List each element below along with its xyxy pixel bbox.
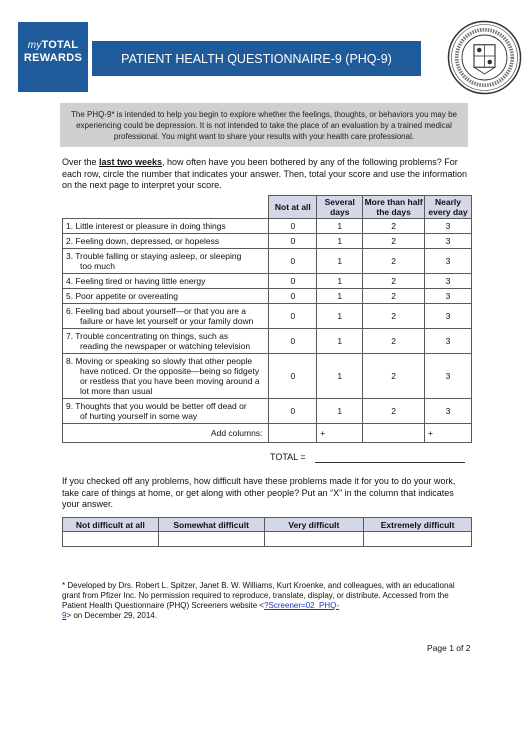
score-option[interactable]: 0 xyxy=(269,249,317,274)
difficulty-table xyxy=(62,517,472,547)
score-option[interactable]: 1 xyxy=(317,304,363,329)
score-option[interactable]: 0 xyxy=(269,219,317,234)
page-title: PATIENT HEALTH QUESTIONNAIRE-9 (PHQ-9) xyxy=(121,52,392,66)
difficulty-header-row xyxy=(63,518,472,532)
question-text xyxy=(63,399,269,424)
score-option[interactable]: 1 xyxy=(317,329,363,354)
answer-not-difficult[interactable] xyxy=(63,532,159,547)
score-option[interactable]: 3 xyxy=(425,304,472,329)
score-option[interactable]: 0 xyxy=(269,329,317,354)
add-col-1[interactable] xyxy=(317,424,363,443)
question-first-line: 8. Moving or speaking so slowly that other people xyxy=(66,356,253,366)
score-option[interactable]: 0 xyxy=(269,289,317,304)
footnote-link-part1[interactable]: ?Screener=02_PHQ- xyxy=(264,601,340,610)
question-first-line: 9. Thoughts that you would be better off dead or xyxy=(66,401,247,411)
score-option[interactable]: 2 xyxy=(363,274,425,289)
score-option[interactable]: 3 xyxy=(425,329,472,354)
score-option[interactable]: 1 xyxy=(317,354,363,399)
col-very-difficult: Very difficult xyxy=(264,518,364,532)
table-row xyxy=(63,289,472,304)
answer-extremely-difficult[interactable] xyxy=(364,532,472,547)
answer-somewhat-difficult[interactable] xyxy=(158,532,264,547)
score-option[interactable]: 2 xyxy=(363,219,425,234)
question-continuation: reading the newspaper or watching television xyxy=(80,341,251,351)
table-row xyxy=(63,249,472,274)
question-first-line: 7. Trouble concentrating on things, such as xyxy=(66,331,229,341)
my-total-rewards-logo xyxy=(18,22,88,92)
question-first-line: 4. Feeling tired or having little energy xyxy=(66,276,206,286)
col-extremely-difficult: Extremely difficult xyxy=(364,518,472,532)
table-row xyxy=(63,354,472,399)
table-header-row xyxy=(63,196,472,219)
total-input-line[interactable] xyxy=(315,462,465,463)
footnote xyxy=(62,581,472,621)
question-text xyxy=(63,249,269,274)
score-option[interactable]: 1 xyxy=(317,219,363,234)
table-row xyxy=(63,234,472,249)
question-text xyxy=(63,219,269,234)
question-first-line: 5. Poor appetite or overeating xyxy=(66,291,178,301)
table-row xyxy=(63,219,472,234)
score-option[interactable]: 1 xyxy=(317,399,363,424)
add-col-0[interactable] xyxy=(269,424,317,443)
score-option[interactable]: 3 xyxy=(425,289,472,304)
difficulty-question: If you checked off any problems, how difficult have these problems made it for you to do your work, take care of things at home, or get along with other people? Put an “X” in the column that indicates your answer. xyxy=(62,476,456,509)
difficulty-answer-row xyxy=(63,532,472,547)
score-option[interactable]: 2 xyxy=(363,289,425,304)
question-text xyxy=(63,289,269,304)
question-text xyxy=(63,329,269,354)
score-option[interactable]: 3 xyxy=(425,354,472,399)
col-somewhat-difficult: Somewhat difficult xyxy=(158,518,264,532)
score-option[interactable]: 2 xyxy=(363,329,425,354)
university-seal-icon xyxy=(447,20,522,95)
score-option[interactable]: 2 xyxy=(363,399,425,424)
question-text xyxy=(63,234,269,249)
table-row xyxy=(63,329,472,354)
col-not-difficult: Not difficult at all xyxy=(63,518,159,532)
question-continuation: too much xyxy=(80,261,115,271)
score-option[interactable]: 1 xyxy=(317,249,363,274)
phq9-table xyxy=(62,195,472,443)
add-columns-row xyxy=(63,424,472,443)
instructions-after: , how often have you been bothered by any of the following problems? For each row, circle the number that indicates your answer. Then, total your score and use the information on the next page to interpret your score. xyxy=(62,157,468,190)
col-more-than-half: More than half the days xyxy=(364,197,423,217)
score-option[interactable]: 0 xyxy=(269,399,317,424)
instructions-before: Over the xyxy=(62,157,100,167)
logo-line2: REWARDS xyxy=(23,52,83,64)
table-row xyxy=(63,304,472,329)
score-option[interactable]: 2 xyxy=(363,304,425,329)
col-several-days: Several days xyxy=(317,196,363,219)
table-row xyxy=(63,399,472,424)
score-option[interactable]: 1 xyxy=(317,274,363,289)
score-option[interactable]: 3 xyxy=(425,234,472,249)
answer-very-difficult[interactable] xyxy=(264,532,364,547)
question-first-line: 1. Little interest or pleasure in doing things xyxy=(66,221,226,231)
footnote-text: * Developed by Drs. Robert L. Spitzer, Janet B. W. Williams, Kurt Kroenke, and colleagues, with an educational grant from Pfizer Inc. No permission required to reproduce, translate, display, or distribute. Accessed from the Patient Health Questionnaire (PHQ) Screeners website < xyxy=(62,581,455,610)
col-not-at-all: Not at all xyxy=(269,196,317,219)
score-option[interactable]: 0 xyxy=(269,304,317,329)
score-option[interactable]: 3 xyxy=(425,274,472,289)
logo-prefix: my xyxy=(27,40,42,51)
question-continuation: of hurting yourself in some way xyxy=(80,411,198,421)
intro-box: The PHQ-9* is intended to help you begin to explore whether the feelings, thoughts, or behaviors you may be experiencing could be depression. It is not intended to take the place of an evaluation by a trained medical professional. You might want to share your results with your health care professional. xyxy=(60,103,468,147)
question-first-line: 6. Feeling bad about yourself—or that you are a xyxy=(66,306,247,316)
score-option[interactable]: 3 xyxy=(425,249,472,274)
plus-sign: + xyxy=(320,428,326,438)
total-label: TOTAL = xyxy=(270,452,306,462)
score-option[interactable]: 1 xyxy=(317,234,363,249)
score-option[interactable]: 1 xyxy=(317,289,363,304)
question-first-line: 2. Feeling down, depressed, or hopeless xyxy=(66,236,220,246)
score-option[interactable]: 3 xyxy=(425,399,472,424)
score-option[interactable]: 2 xyxy=(363,354,425,399)
col-nearly-every-day: Nearly every day xyxy=(425,196,472,219)
footnote-after: > on December 29, 2014. xyxy=(66,611,157,620)
plus-sign: + xyxy=(428,428,434,438)
logo-line1: TOTAL xyxy=(41,39,79,51)
instructions xyxy=(62,157,472,192)
questions-body xyxy=(63,219,472,424)
instructions-emphasis: last two weeks xyxy=(99,157,163,167)
add-columns-label: Add columns: xyxy=(63,424,269,443)
add-col-2[interactable] xyxy=(363,424,425,443)
add-col-3[interactable] xyxy=(425,424,472,443)
question-text xyxy=(63,274,269,289)
footnote-link-part2[interactable]: 9 xyxy=(62,611,67,620)
page-number: Page 1 of 2 xyxy=(427,643,471,653)
empty-header xyxy=(63,196,269,219)
table-row xyxy=(63,274,472,289)
score-option[interactable]: 3 xyxy=(425,219,472,234)
question-first-line: 3. Trouble falling or staying asleep, or sleeping xyxy=(66,251,242,261)
score-option[interactable]: 0 xyxy=(269,274,317,289)
score-option[interactable]: 2 xyxy=(363,234,425,249)
score-option[interactable]: 0 xyxy=(269,234,317,249)
score-option[interactable]: 0 xyxy=(269,354,317,399)
question-text xyxy=(63,354,269,399)
question-continuation: failure or have let yourself or your family down xyxy=(80,316,254,326)
question-continuation: have noticed. Or the opposite—being so fidgety or restless that you have been moving around a lot more than usual xyxy=(80,366,260,396)
question-text xyxy=(63,304,269,329)
score-option[interactable]: 2 xyxy=(363,249,425,274)
